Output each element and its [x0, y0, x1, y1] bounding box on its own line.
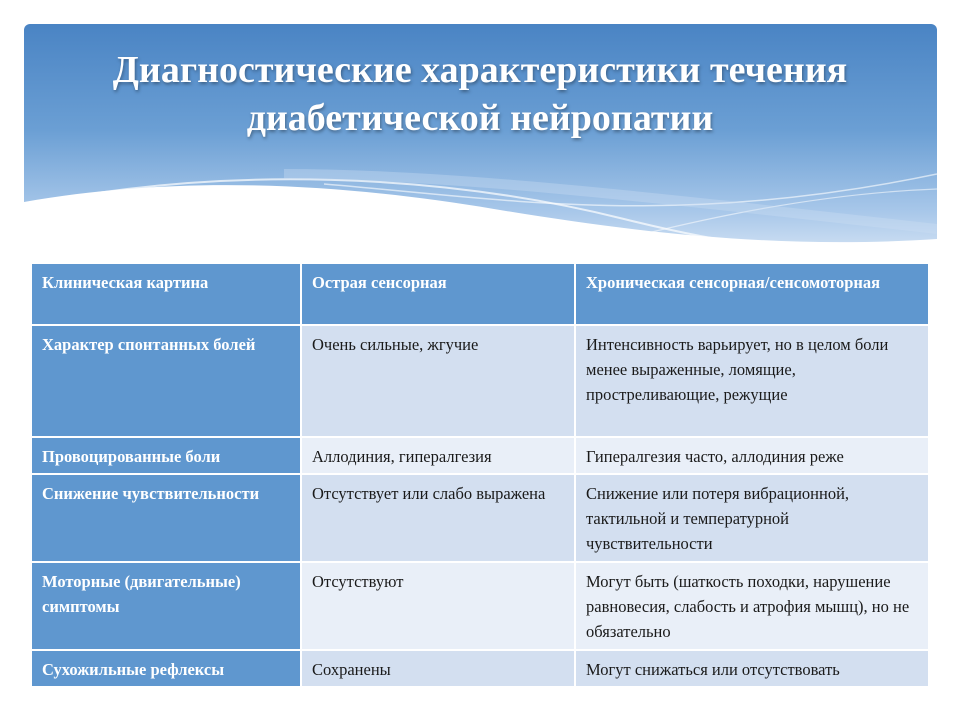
row-label: Снижение чувствительности [31, 474, 301, 562]
characteristics-table [30, 262, 930, 688]
chronic-cell: Могут снижаться или отсутствовать [575, 650, 929, 687]
chronic-cell: Интенсивность варьирует, но в целом боли менее выраженные, ломящие, простреливающие, режущие [575, 325, 929, 437]
table-row [31, 325, 929, 437]
table-row [31, 650, 929, 687]
header-chronic-sensorimotor: Хроническая сенсорная/сенсомоторная [575, 263, 929, 325]
acute-cell: Отсутствует или слабо выражена [301, 474, 575, 562]
acute-cell: Аллодиния, гипералгезия [301, 437, 575, 474]
header-acute-sensory: Острая сенсорная [301, 263, 575, 325]
acute-cell: Отсутствуют [301, 562, 575, 650]
chronic-cell: Гипералгезия часто, аллодиния реже [575, 437, 929, 474]
slide-title: Диагностические характеристики течения диабетической нейропатии [112, 49, 848, 139]
table-header-row [31, 263, 929, 325]
chronic-cell: Могут быть (шаткость походки, нарушение равновесия, слабость и атрофия мышц), но не обязательно [575, 562, 929, 650]
row-label: Характер спонтанных болей [31, 325, 301, 437]
table-row [31, 562, 929, 650]
row-label: Провоцированные боли [31, 437, 301, 474]
row-label: Моторные (двигательные) симптомы [31, 562, 301, 650]
header-clinical-picture: Клиническая картина [31, 263, 301, 325]
table-row [31, 437, 929, 474]
table-row [31, 474, 929, 562]
row-label: Сухожильные рефлексы [31, 650, 301, 687]
acute-cell: Сохранены [301, 650, 575, 687]
acute-cell: Очень сильные, жгучие [301, 325, 575, 437]
chronic-cell: Снижение или потеря вибрационной, тактильной и температурной чувствительности [575, 474, 929, 562]
